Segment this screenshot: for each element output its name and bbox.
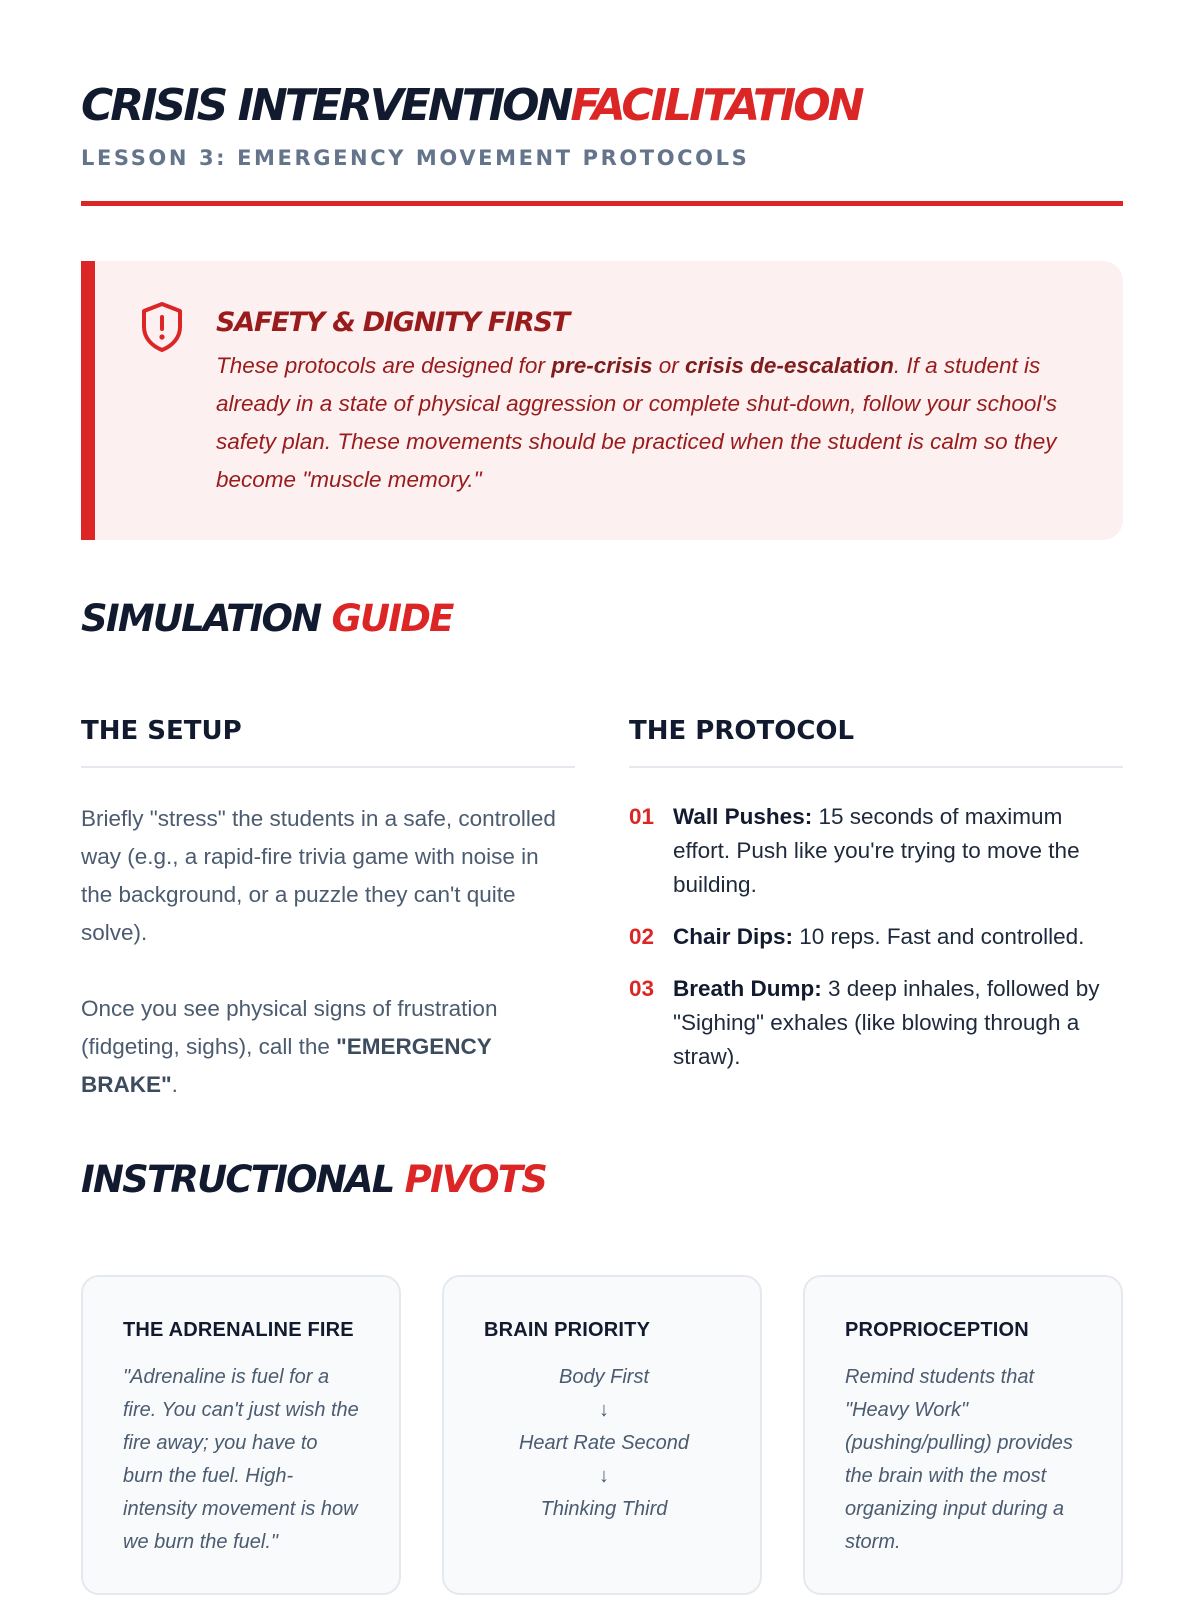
header-divider xyxy=(81,201,1123,206)
safety-bold-precrisis: pre-crisis xyxy=(551,353,653,378)
protocol-step: 01 Wall Pushes: 15 seconds of maximum effort. Push like you're trying to move the building. xyxy=(629,804,1080,897)
protocol-step: 03 Breath Dump: 3 deep inhales, followed by "Sighing" exhales (like blowing through a straw). xyxy=(629,976,1100,1069)
setup-paragraph-1: Briefly "stress" the students in a safe, controlled way (e.g., a rapid-fire trivia game with noise in the background, or a puzzle they can't quite solve). xyxy=(81,806,556,945)
title-main: CRISIS INTERVENTION xyxy=(81,80,571,131)
protocol-column xyxy=(629,716,1123,1092)
pivot-cards xyxy=(81,1275,1123,1595)
shield-alert-icon xyxy=(139,301,185,353)
safety-callout xyxy=(81,261,1123,540)
pivots-heading: INSTRUCTIONAL PIVOTS xyxy=(81,1158,547,1201)
pivot-card-adrenaline: THE ADRENALINE FIRE "Adrenaline is fuel for a fire. You can't just wish the fire away; you have to burn the fuel. High-intensity movement is how we burn the fuel." xyxy=(81,1275,401,1595)
pivot-card-proprioception: PROPRIOCEPTION Remind students that "Heavy Work" (pushing/pulling) provides the brain with the most organizing input during a storm. xyxy=(803,1275,1123,1595)
title-accent: FACILITATION xyxy=(570,80,862,131)
safety-bold-deescalation: crisis de-escalation xyxy=(685,353,894,378)
simulation-heading: SIMULATION GUIDE xyxy=(81,597,453,640)
page-title xyxy=(81,80,862,131)
emergency-brake-label: "EMERGENCY BRAKE" xyxy=(81,1034,492,1097)
safety-body: These protocols are designed for pre-crisis or crisis de-escalation. If a student is already in a state of physical aggression or complete shut-down, follow your school's safety plan. These movements should be practiced when the student is calm so they become "muscle memory." xyxy=(216,353,1057,492)
setup-text xyxy=(81,800,575,1104)
setup-title: THE SETUP xyxy=(81,716,575,768)
page-subtitle: LESSON 3: EMERGENCY MOVEMENT PROTOCOLS xyxy=(81,146,750,170)
arrow-down-icon: ↓ xyxy=(599,1465,609,1487)
protocol-title: THE PROTOCOL xyxy=(629,716,1123,768)
pivot-card-brain-priority: BRAIN PRIORITY Body First ↓ Heart Rate Second ↓ Thinking Third xyxy=(442,1275,762,1595)
protocol-step: 02 Chair Dips: 10 reps. Fast and controlled. xyxy=(629,924,1085,949)
setup-paragraph-2: Once you see physical signs of frustration (fidgeting, sighs), call the "EMERGENCY BRAKE". xyxy=(81,996,498,1097)
safety-title: SAFETY & DIGNITY FIRST xyxy=(216,307,569,338)
arrow-down-icon: ↓ xyxy=(599,1399,609,1421)
protocol-steps xyxy=(629,800,1123,1074)
setup-column xyxy=(81,716,575,1104)
